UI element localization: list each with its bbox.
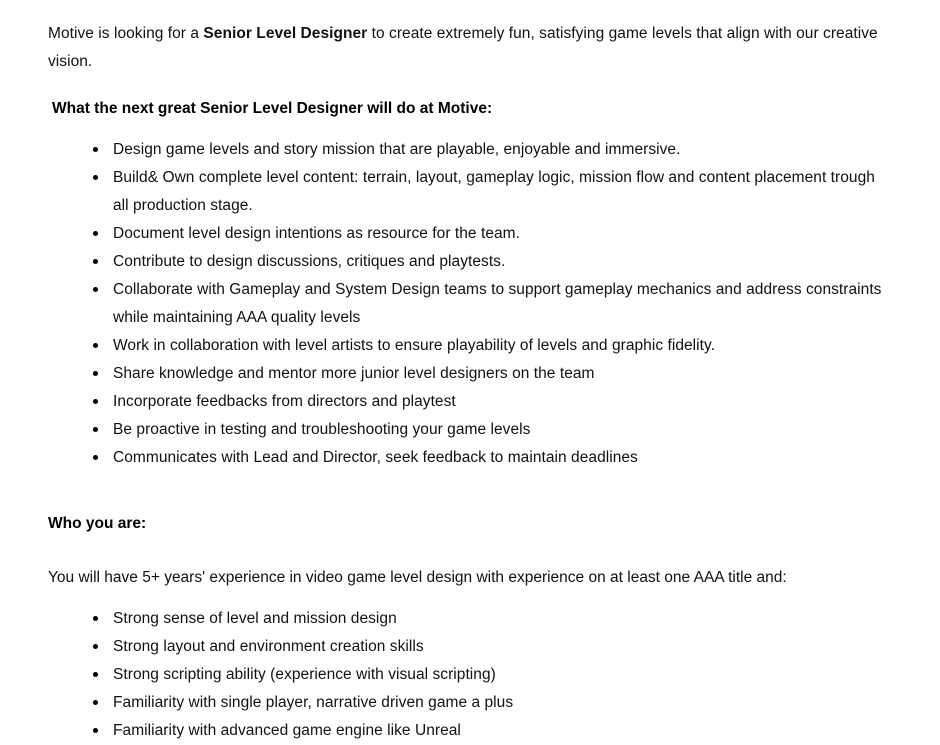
list-item-text: Be proactive in testing and troubleshooting your game levels: [113, 421, 531, 438]
list-item: [92, 332, 882, 360]
job-title-emphasis: Senior Level Designer: [203, 24, 368, 42]
bullet-icon: [93, 231, 98, 236]
list-item-text: Strong layout and environment creation skills: [113, 638, 424, 655]
list-item-text: Communicates with Lead and Director, seek feedback to maintain deadlines: [113, 449, 638, 466]
list-item-text: Contribute to design discussions, critiques and playtests.: [113, 253, 506, 270]
list-item: [92, 164, 882, 220]
bullet-icon: [93, 147, 98, 152]
bullet-icon: [93, 343, 98, 348]
bullet-icon: [93, 644, 98, 649]
experience-lead-line: You will have 5+ years' experience in video game level design with experience on at least one AAA title and:: [48, 568, 787, 586]
intro-paragraph: [48, 20, 880, 76]
list-item-text: Design game levels and story mission that are playable, enjoyable and immersive.: [113, 141, 681, 158]
list-item: [92, 661, 882, 689]
list-item: [92, 633, 882, 661]
bullet-icon: [93, 399, 98, 404]
list-item: [92, 276, 882, 332]
duties-list: [92, 136, 882, 472]
list-item: [92, 416, 882, 444]
list-item-text: Familiarity with single player, narrative driven game a plus: [113, 694, 514, 711]
bullet-icon: [93, 427, 98, 432]
bullet-icon: [93, 616, 98, 621]
list-item: [92, 248, 882, 276]
qualifications-list: [92, 605, 882, 745]
bullet-icon: [93, 175, 98, 180]
bullet-icon: [93, 287, 98, 292]
list-item: [92, 444, 882, 472]
section-heading-who-you-are: Who you are:: [48, 514, 147, 532]
bullet-icon: [93, 259, 98, 264]
section-heading-duties: What the next great Senior Level Designer will do at Motive:: [52, 99, 493, 117]
bullet-icon: [93, 455, 98, 460]
list-item-text: Collaborate with Gameplay and System Design teams to support gameplay mechanics and address constraints while maintaining AAA quality levels: [113, 281, 882, 326]
bullet-icon: [93, 700, 98, 705]
list-item-text: Incorporate feedbacks from directors and playtest: [113, 393, 456, 410]
list-item-text: Share knowledge and mentor more junior level designers on the team: [113, 365, 595, 382]
list-item-text: Familiarity with advanced game engine like Unreal: [113, 722, 461, 739]
list-item-text: Strong sense of level and mission design: [113, 610, 397, 627]
list-item: [92, 605, 882, 633]
list-item: [92, 388, 882, 416]
list-item-text: Build& Own complete level content: terrain, layout, gameplay logic, mission flow and content placement trough all production stage.: [113, 169, 875, 214]
list-item-text: Work in collaboration with level artists to ensure playability of levels and graphic fidelity.: [113, 337, 716, 354]
list-item: [92, 689, 882, 717]
list-item: [92, 136, 882, 164]
list-item: [92, 220, 882, 248]
bullet-icon: [93, 371, 98, 376]
bullet-icon: [93, 672, 98, 677]
list-item: [92, 360, 882, 388]
list-item-text: Document level design intentions as resource for the team.: [113, 225, 520, 242]
intro-text-after: to create extremely fun, satisfying game levels that align with our creative vision.: [48, 24, 878, 70]
bullet-icon: [93, 728, 98, 733]
list-item: [92, 717, 882, 745]
list-item-text: Strong scripting ability (experience with visual scripting): [113, 666, 496, 683]
intro-text-before: Motive is looking for a: [48, 24, 204, 42]
